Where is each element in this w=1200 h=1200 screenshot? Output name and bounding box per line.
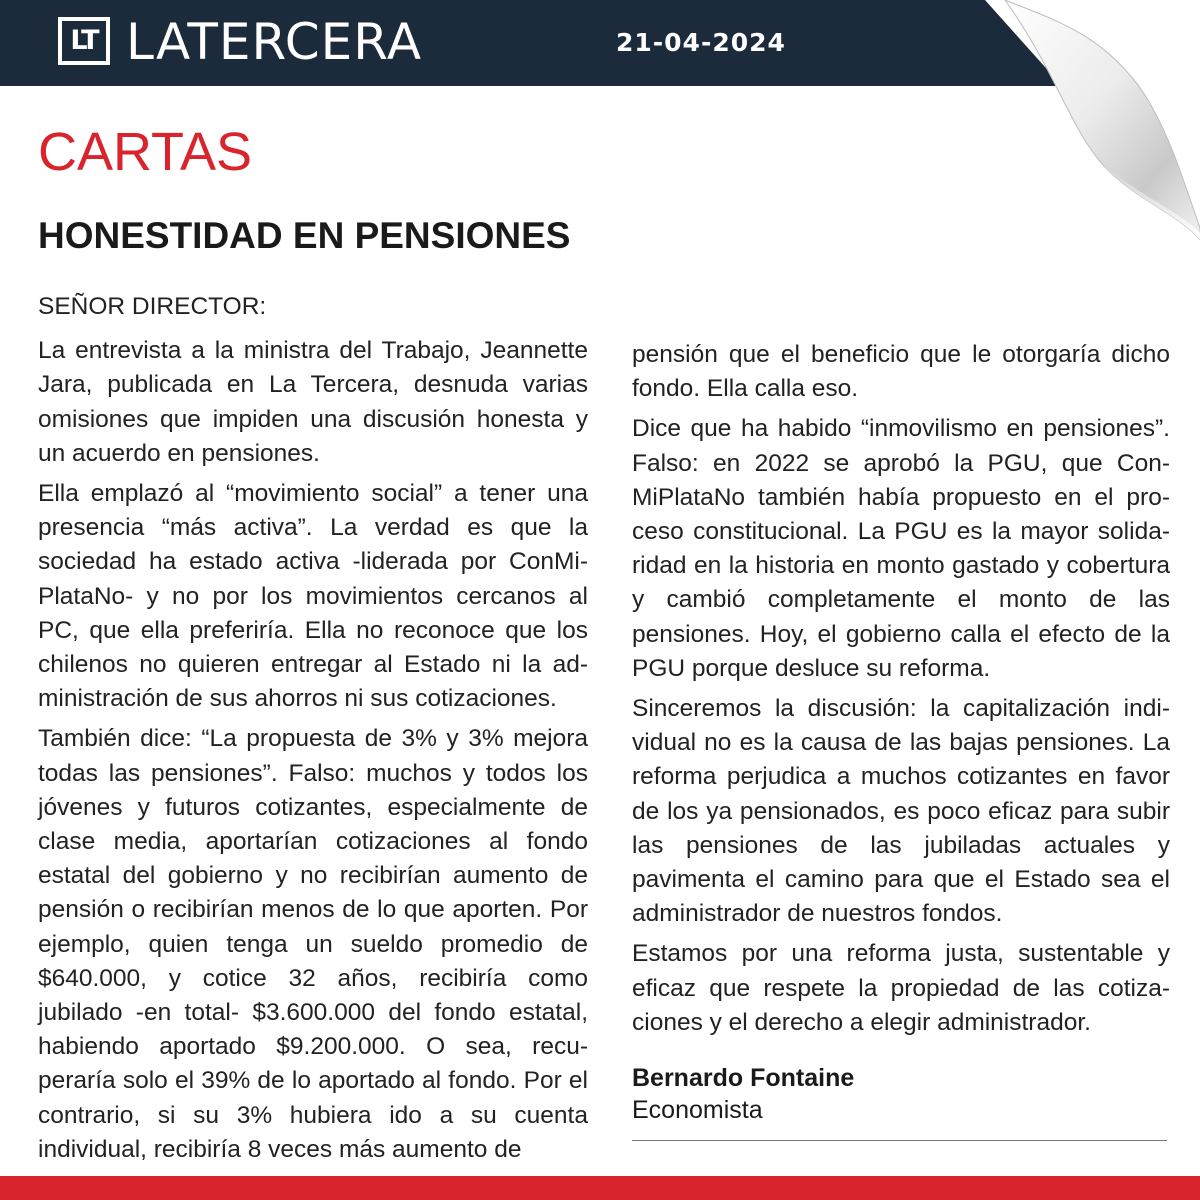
newspaper-logo-mark: LT (58, 17, 110, 65)
letter-paragraph: Dice que ha habido “inmovilismo en pensiones”. Falso: en 2022 se aprobó la PGU, que ConMiPlataNo también había propuesto en el proceso constitucional. La PGU es la mayor solidaridad en la historia en monto gastado y cobertura y cambió completamente el monto de las pensiones. Hoy, el gobierno calla el efecto de la PGU porque desluce su reforma. (632, 415, 1170, 682)
letter-column-left (38, 290, 588, 1173)
letter-salutation: SEÑOR DIRECTOR: (38, 293, 267, 320)
letter-paragraph: La entrevista a la ministra del Trabajo, Jeannette Jara, publicada en La Tercera, desnuda varias omisiones que impiden una discusión honesta y un acuerdo en pensiones. (38, 337, 588, 467)
author-role: Economista (632, 1096, 763, 1124)
signature-divider (632, 1140, 1167, 1141)
author-name: Bernardo Fontaine (632, 1064, 855, 1092)
author-signature (632, 1062, 854, 1126)
footer-accent-bar (0, 1176, 1200, 1200)
article-headline: HONESTIDAD EN PENSIONES (38, 215, 571, 256)
publication-date: 21-04-2024 (616, 28, 786, 57)
section-title: CARTAS (38, 122, 253, 182)
letter-column-right (632, 338, 1170, 1046)
letter-paragraph: También dice: “La propuesta de 3% y 3% mejora todas las pensiones”. Falso: muchos y todos los jóvenes y futuros cotizantes, especialmente de clase media, aportarían cotizaciones al fondo estatal del gobierno y no recibirían aumento de pensión o recibirían menos de lo que aporten. Por ejemplo, quien tenga un sueldo promedio de $640.000, y cotice 32 años, recibiría como jubilado -en total- $3.600.000 del fondo estatal, habiendo aportado $9.200.000. O sea, recuperaría solo el 39% de lo aportado al fondo. Por el contrario, si su 3% hubiera ido a su cuenta individual, recibiría 8 veces más aumento de (38, 725, 588, 1163)
letter-paragraph: Ella emplazó al “movimiento social” a tener una presencia “más activa”. La verdad es que la sociedad ha estado activa -liderada por ConMiPlataNo- y no por los movimientos cercanos al PC, que ella preferiría. Ella no reconoce que los chilenos no quieren entregar al Estado ni la administración de sus ahorros ni sus cotizaciones. (38, 480, 588, 713)
page-curl-icon (985, 0, 1200, 240)
letter-paragraph: pensión que el beneficio que le otorgaría dicho fondo. Ella calla eso. (632, 341, 1170, 403)
letter-paragraph: Estamos por una reforma justa, sustentable y eficaz que respete la propiedad de las cotizaciones y el derecho a elegir administrador. (632, 940, 1170, 1036)
newspaper-logo-text: LATERCERA (126, 13, 423, 71)
letter-paragraph: Sinceremos la discusión: la capitalización individual no es la causa de las bajas pensiones. La reforma perjudica a muchos cotizantes en favor de los ya pensionados, es poco eficaz para subir las pensiones de las jubiladas actuales y pavimenta el camino para que el Estado sea el administrador de nuestros fondos. (632, 695, 1170, 928)
